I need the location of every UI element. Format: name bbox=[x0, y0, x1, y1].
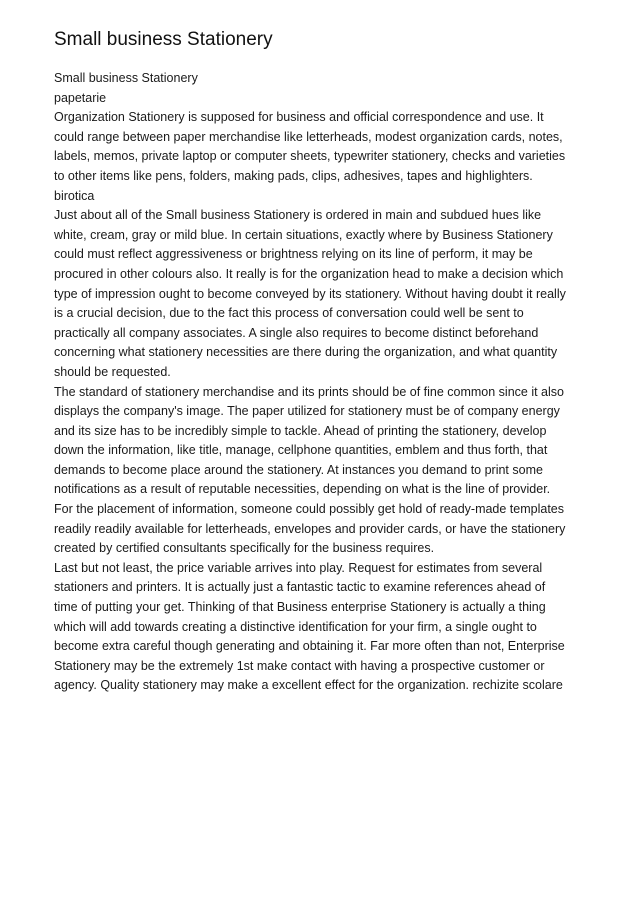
document-page bbox=[54, 28, 594, 696]
text-line: time of putting your get. Thinking of that Business enterprise Stationery is actually a thing bbox=[54, 600, 546, 615]
text-line: displays the company's image. The paper utilized for stationery must be of company energy bbox=[54, 404, 560, 419]
text-line: Organization Stationery is supposed for business and official correspondence and use. It bbox=[54, 110, 544, 125]
text-line: type of impression ought to become conveyed by its stationery. Without having doubt it really bbox=[54, 286, 566, 301]
text-line: could range between paper merchandise like letterheads, modest organization cards, notes, bbox=[54, 129, 563, 144]
text-line: could must reflect aggressiveness or brightness relying on its line of perform, it may be bbox=[54, 247, 533, 262]
text-line: demands to become place around the stationery. At instances you demand to print some bbox=[54, 462, 543, 477]
text-line: procured in other colours also. It really is for the organization head to make a decision which bbox=[54, 266, 564, 281]
text-line: Stationery may be the extremely 1st make contact with having a prospective customer or bbox=[54, 658, 545, 673]
text-line: and its size has to be incredibly simple to tackle. Ahead of printing the stationery, develop bbox=[54, 423, 547, 438]
text-line: which will add towards creating a distinctive identification for your firm, a single ought to bbox=[54, 619, 537, 634]
text-line: to other items like pens, folders, making pads, clips, adhesives, tapes and highlighters. bbox=[54, 168, 533, 183]
text-line: is a crucial decision, due to the fact this process of conversation could well be sent to bbox=[54, 306, 524, 321]
text-line: labels, memos, private laptop or computer sheets, typewriter stationery, checks and varieties bbox=[54, 149, 566, 164]
text-line: become extra careful though generating and obtaining it. Far more often than not, Enterprise bbox=[54, 639, 565, 654]
text-line: agency. Quality stationery may make a excellent effect for the organization. rechizite scolare bbox=[54, 678, 563, 693]
text-line: Last but not least, the price variable arrives into play. Request for estimates from several bbox=[54, 560, 543, 575]
text-line: down the information, like title, manage, cellphone quantities, emblem and thus forth, that bbox=[54, 443, 548, 458]
text-line: notifications as a result of reputable necessities, depending on what is the line of provider. bbox=[54, 482, 551, 497]
text-line: papetarie bbox=[54, 90, 107, 105]
text-line: white, cream, gray or mild blue. In certain situations, exactly where by Business Stationery bbox=[54, 227, 553, 242]
text-line: concerning what stationery necessities are there during the organization, and what quantity bbox=[54, 345, 558, 360]
text-line: stationers and printers. It is actually just a fantastic tactic to examine references ahead of bbox=[54, 580, 546, 595]
text-line: should be requested. bbox=[54, 364, 171, 379]
text-line: Small business Stationery bbox=[54, 71, 198, 85]
text-line: practically all company associates. A single also requires to become distinct beforehand bbox=[54, 325, 539, 340]
document-body bbox=[54, 69, 594, 696]
text-line: readily readily available for letterheads, envelopes and provider cards, or have the stationery bbox=[54, 521, 566, 536]
text-line: created by certified consultants specifically for the business requires. bbox=[54, 541, 435, 556]
document-title: Small business Stationery bbox=[54, 29, 273, 50]
text-line: Just about all of the Small business Stationery is ordered in main and subdued hues like bbox=[54, 208, 542, 223]
text-line: For the placement of information, someone could possibly get hold of ready-made templates bbox=[54, 502, 564, 517]
text-line: The standard of stationery merchandise and its prints should be of fine common since it also bbox=[54, 384, 564, 399]
text-line: birotica bbox=[54, 188, 95, 203]
